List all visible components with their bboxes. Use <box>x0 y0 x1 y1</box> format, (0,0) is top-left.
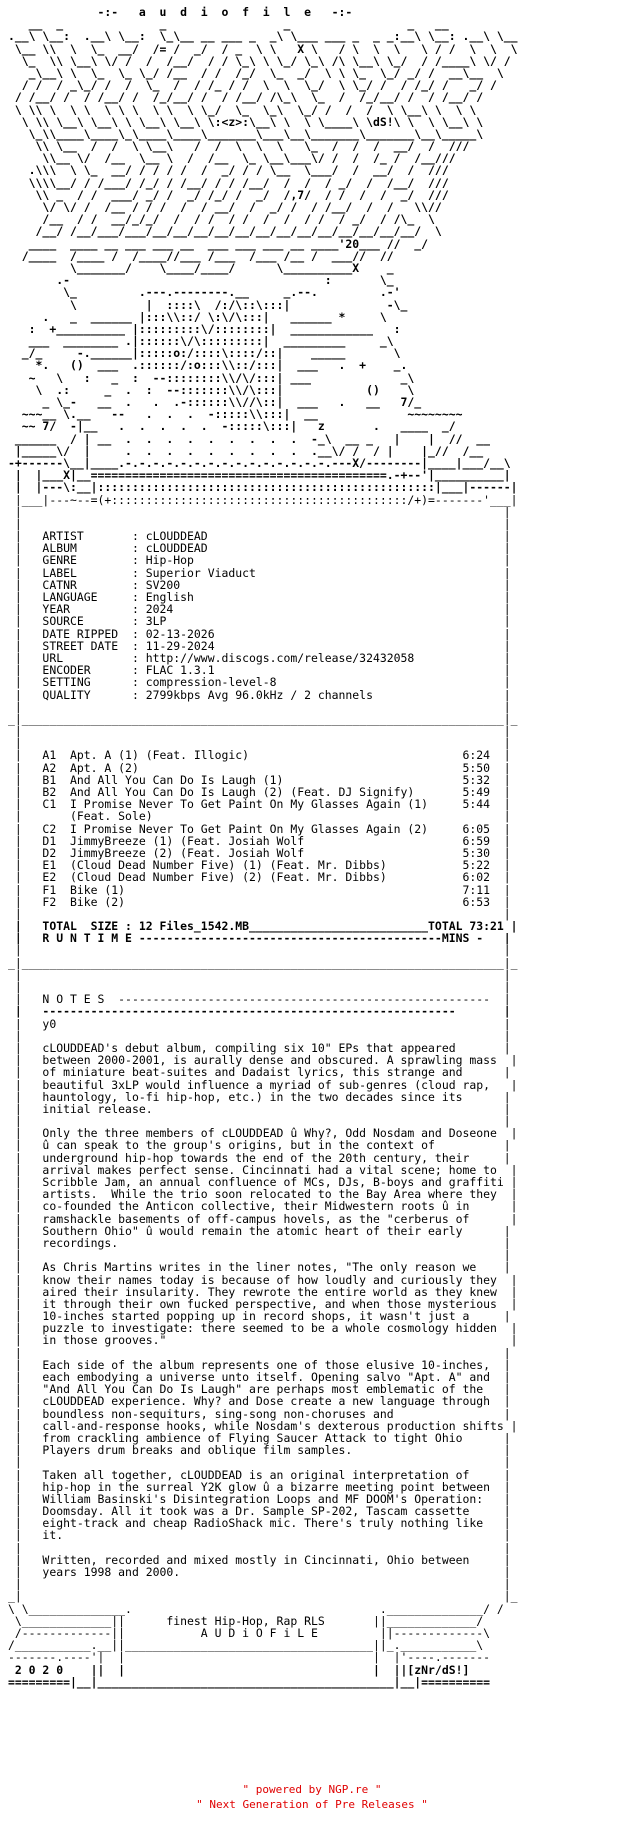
notes-line: | aired their insularity. They rewrote the entire world as they knew | <box>8 1284 518 1299</box>
notes-line: | underground hip-hop towards the end of the 20th century, their | <box>8 1150 511 1165</box>
ascii-art-line: / / / _\_/ / / \_ / / /_ / / \ \ \_/ \ \_/ / / /_/ / _/ / <box>8 78 497 93</box>
tracklist-line: | E1 (Cloud Dead Number Five) (1) (Feat. Mr. Dibbs) 5:22 | <box>8 858 511 873</box>
notes-line: | | <box>8 1345 511 1360</box>
nfo-line: | N O T E S ------------------------------------------------------ | <box>8 992 511 1007</box>
notes-line: \_____________|| finest Hip-Hop, Rap RLS ||_____________/ <box>8 1613 484 1628</box>
notes-line: | | <box>8 1577 511 1592</box>
notes-line: | it through their own fucked perspective, and when those mysterious | <box>8 1296 518 1311</box>
release-info-line: | STREET DATE : 11-29-2024 | <box>8 638 511 653</box>
notes-line: | puzzle to investigate: there seemed to be a whole cosmology hidden | <box>8 1321 518 1336</box>
ascii-art-line: -+------\__|____.-.-.-.-.-.-.-.-.-.-.-.-.-.-.-.---X/--------|____|___/__\ <box>8 455 511 470</box>
notes-line: _| |_ <box>8 1589 518 1604</box>
nfo-line: _|______________________________________________________________________|_ <box>8 955 518 970</box>
notes-line: | of miniature beat-suites and Dadaist lyrics, this strange and | <box>8 1065 511 1080</box>
ascii-art-line: | |___X|__===========================================.-+--'|__________| <box>8 468 511 483</box>
notes-line: | artists. While the trio soon relocated to the Bay Area where they | <box>8 1187 518 1202</box>
nfo-line: | | <box>8 943 511 958</box>
notes-line: | beautiful 3xLP would influence a myriad of sub-genres (cloud rap, | <box>8 1077 518 1092</box>
ascii-art-line: _\__\ \ \_ \_ \_/ /__ / / /_/ \_ _/ \ \ \_ \_/ _/ / __\__ \ <box>8 65 504 80</box>
release-info-line: | GENRE : Hip-Hop | <box>8 553 511 568</box>
notes-line: -------.----'| | | |'----.------- <box>8 1650 491 1665</box>
notes-line: | | <box>8 1248 511 1263</box>
release-info-line: | SETTING : compression-level-8 | <box>8 675 511 690</box>
tracklist-line: | TOTAL SIZE : 12 Files_1542.MB__________________________TOTAL 73:21 | <box>8 919 518 934</box>
page-footer <box>0 1782 624 1812</box>
release-info-line: | ALBUM : cLOUDDEAD | <box>8 541 511 556</box>
release-info-line: | | <box>8 516 511 531</box>
tracklist-line: | D1 JimmyBreeze (1) (Feat. Josiah Wolf 6:59 | <box>8 833 511 848</box>
notes-line: | recordings. | <box>8 1235 511 1250</box>
notes-line: | know their names today is because of how loudly and curiously they | <box>8 1272 518 1287</box>
nfo-line: | QUALITY : 2799kbps Avg 96.0kHz / 2 channels | <box>8 687 511 702</box>
release-info-line: | URL : http://www.discogs.com/release/32432058 | <box>8 650 511 665</box>
notes-line: | it. | <box>8 1528 511 1543</box>
notes-line: | Scribble Jam, an annual confluence of MCs, DJs, B-boys and graffiti | <box>8 1175 518 1189</box>
tracklist-line: | B2 And All You Can Do Is Laugh (2) (Feat. DJ Signify) 5:49 | <box>8 785 511 799</box>
tracklist-line: | F1 Bike (1) 7:11 | <box>8 882 511 897</box>
tracklist-line: | B1 And All You Can Do Is Laugh (1) 5:32 | <box>8 772 511 787</box>
nfo-document <box>8 6 616 1786</box>
notes-line: | Taken all together, cLOUDDEAD is an original interpretation of | <box>8 1467 511 1482</box>
ascii-art-line: ____ ____ __ ___ ___ __ ___ ___ ___ __ ____'20___ // _/ <box>8 236 429 251</box>
release-info-line: | YEAR : 2024 | <box>8 602 511 617</box>
notes-line: | hip-hop in the surreal Y2K glow û a bizarre meeting point between | <box>8 1479 511 1494</box>
nfo-footer-art-line: =========|__|___________________________________________|__|========== <box>8 1674 491 1689</box>
notes-line: \ \______________. .______________/ / <box>8 1601 504 1616</box>
notes-line: | boundless non-sequiturs, sing-song non-choruses and | <box>8 1406 511 1421</box>
notes-line: | ramshackle basements of off-campus hovels, as the "cerberus of | <box>8 1211 518 1226</box>
ascii-art-line: *. () ___ .::::::/:o:::\\::/:::| ___ . + _. <box>8 358 408 373</box>
ascii-art-line: \ \\ \ \ \ \ \ \ \ \ \ \_/ \_ \_\ \_/ / / / \ \__\ \ \ \ <box>8 102 477 117</box>
ascii-art-line: ___ ________ .|::::::\/\:::::::::| _________ _\ <box>8 334 394 349</box>
release-info-line: | DATE RIPPED : 02-13-2026 | <box>8 626 511 641</box>
ascii-art-line: \\\\__/ / /___/ /_/ / /__/ / / /__/ / / / _/ / /__/ /// <box>8 175 449 190</box>
ascii-art-line: \_\\____\____\_\____\____\_______\___\__\_______\_______\__\_____\ <box>8 126 484 141</box>
tracklist-line: | | <box>8 906 511 921</box>
ascii-art-line: .- : \_ <box>8 273 394 288</box>
release-info-line: | CATNR : SV200 | <box>8 577 511 592</box>
tracklist-line: | A2 Apt. A (2) 5:50 | <box>8 760 511 775</box>
ascii-art-line: \_ \\ \__\ \/ / / /__/ / / \_\ \ \_/ \_\ /\ \__\ \_/ / /____\ \/ / <box>8 53 511 68</box>
notes-line: | Written, recorded and mixed mostly in Cincinnati, Ohio between | <box>8 1552 511 1567</box>
notes-line: | Players drum breaks and oblique film samples. | <box>8 1443 511 1458</box>
tracklist-line: | A1 Apt. A (1) (Feat. Illogic) 6:24 | <box>8 748 511 763</box>
ascii-art-line: /____ /____ / /____//___ /___ /___ /__ / ___// // <box>8 248 394 263</box>
notes-line: /___________.__||____________________________________||_.___________\ <box>8 1638 484 1653</box>
ascii-art-line: \\__ \/ /__ \__ \ / /__ \_ \__\___\/ / / /_ / /__/// <box>8 151 456 166</box>
release-info-line: | SOURCE : 3LP | <box>8 614 511 629</box>
notes-line: | years 1998 and 2000. | <box>8 1565 511 1579</box>
ascii-art-line: \\ _ / / ___/ _/ / _/ /_/ / _/ /,7/ / / / / _/ /// <box>8 187 449 202</box>
ascii-art-line: ~~ 7/ -|__ . . . . . -:::::\:::| z . ____ _/ <box>8 419 456 434</box>
ascii-art-line: /__/ /__/___/___/__/__/__/__/__/__/__/__/__/__/__/__/__/ \ <box>8 224 442 239</box>
release-info-line: | LABEL : Superior Viaduct | <box>8 565 511 580</box>
ascii-art-line: \/ \/ / /__ / / / / / __/ / _/ / / /__/ / / \\// <box>8 200 442 214</box>
notes-line: | "And All You Can Do Is Laugh" are perhaps most emblematic of the | <box>8 1382 511 1397</box>
notes-line: | Only the three members of cLOUDDEAD û Why?, Odd Nosdam and Doseone | <box>8 1126 518 1141</box>
nfo-line: | | <box>8 967 511 982</box>
ascii-art-line: . _ ______ |:::\\::/ \:\/\:::| ______ * \ <box>8 309 387 324</box>
ascii-art-line: |_____\/ | . . . . . . . . . .__\/ / / | |_// /__ <box>8 443 484 458</box>
notes-line: | each embodying a universe unto itself. Opening salvo "Apt. A" and | <box>8 1370 511 1384</box>
notes-line: | 10-inches started popping up in record shops, it wasn't just a | <box>8 1309 511 1324</box>
tracklist-line: | | <box>8 736 511 751</box>
notes-line: | | <box>8 1540 511 1555</box>
nfo-line: | | <box>8 724 511 739</box>
ascii-art-line: \\ \__ / / \ \__\ / / \ \ \ \_ / / / __/ / /// <box>8 139 470 154</box>
tracklist-line: | E2 (Cloud Dead Number Five) (2) (Feat. Mr. Dibbs) 6:02 | <box>8 870 511 885</box>
notes-line: | in those grooves." | <box>8 1333 518 1348</box>
release-info-line: | ENCODER : FLAC 1.3.1 | <box>8 663 511 678</box>
ascii-art-line: .\\\ \ \_ __/ / / / / / _/ / / \__ \___/ / __/ / /// <box>8 163 449 178</box>
ascii-art-line: \_ .---.--------.__ _.--. .-' <box>8 285 401 300</box>
ascii-art-line: ______ / | __ . . . . . . . . . -_\ __ _ | | // __ <box>8 431 491 446</box>
nfo-line: | | <box>8 504 511 519</box>
ascii-art-line: _/_ -.______|:::::o:/::::\::::/::| _____ \ <box>8 346 401 361</box>
notes-line: | call-and-response hooks, while Nosdam's dexterous production shifts | <box>8 1418 518 1433</box>
tagline-line: " Next Generation of Pre Releases " <box>196 1798 428 1811</box>
notes-line: | | <box>8 1114 511 1129</box>
nfo-line: | | <box>8 980 511 994</box>
notes-line: | initial release. | <box>8 1101 511 1116</box>
notes-line: | co-founded the Anticon collective, their Midwestern roots û in | <box>8 1199 518 1214</box>
notes-line: | û can speak to the group's origins, but in the context of | <box>8 1138 511 1153</box>
ascii-art-line: __ _ _ _ _ __ <box>8 17 449 32</box>
notes-line: | ------------------------------------------------------------ | <box>8 1004 511 1019</box>
notes-line: | Each side of the album represents one of those elusive 10-inches, | <box>8 1357 511 1372</box>
ascii-art-line: \ \\ \__\ \__\ \ \__\ \__\ \:<z>:\__\ \ \ \____\ \dS!\ \ \ \__\ \ <box>8 114 484 129</box>
ascii-art-line: .__\ \__: .__\ \__: \_\__ __ ___ _ _\ \___ ___ _ _ _:__\ \__: .__\ \__ <box>8 29 518 44</box>
notes-line: | between 2000-2001, is aurally dense and obscured. A sprawling mass | <box>8 1053 518 1068</box>
notes-line: | hauntology, lo-fi hip-hop, etc.) in the two decades since its | <box>8 1089 511 1104</box>
notes-line: | eight-track and cheap RadioShack mic. There's truly nothing like | <box>8 1516 511 1531</box>
tracklist-line: | R U N T I M E --------------------------------------------MINS - | <box>8 931 511 946</box>
ascii-art-line: \ .: _ . : --:::::::\\/\:::| () \ <box>8 382 415 397</box>
tracklist-line: | D2 JimmyBreeze (2) (Feat. Josiah Wolf 5:30 | <box>8 845 511 860</box>
notes-line: | cLOUDDEAD experience. Why? and Dose create a new language through | <box>8 1394 511 1409</box>
ascii-art-line: / /__/ / / /__/ / /_/__/ / / /__/ /\_\ \_ / /_/__/ / / /__/ / <box>8 90 484 105</box>
ascii-art-line: \_______/ \____/____/ \__________X _ <box>8 260 394 275</box>
ascii-art-line: \__ \\ \ \_ __/ /= / _/ / _ \ \ X \ / \ \ \ \ / / \ \ \ <box>8 41 518 56</box>
nfo-line: | | <box>8 699 511 714</box>
notes-line: | As Chris Martins writes in the liner notes, "The only reason we | <box>8 1260 511 1275</box>
notes-line: | Southern Ohio" û would remain the atomic heart of their early | <box>8 1223 511 1238</box>
notes-line: /-------------|| A U D i O F i L E ||-------------\ <box>8 1625 491 1640</box>
release-info-line: | LANGUAGE : English | <box>8 590 511 604</box>
notes-line: | | <box>8 1455 511 1470</box>
tracklist-line: | F2 Bike (2) 6:53 | <box>8 894 511 909</box>
ascii-art-line: \ | ::::\ /:/\::\:::| -\_ <box>8 297 408 312</box>
release-info-line: | ARTIST : cLOUDDEAD | <box>8 529 511 544</box>
nfo-line: _|______________________________________________________________________|_ <box>8 711 518 726</box>
ascii-art-line: -:- a u d i o f i l e -:- <box>8 6 353 19</box>
ascii-art-line: ~ \ : _ : --::::::::\\/\/:::| ___ _\ <box>8 370 415 385</box>
ascii-art-line: _ \_- __ . . .-::::::\\//\::| ___ . __ 7/_ <box>8 395 422 409</box>
notes-line: | y0 | <box>8 1016 511 1031</box>
notes-line: | Doomsday. All it took was a Dr. Sample SP-202, Tascam cassette | <box>8 1504 511 1519</box>
ascii-art-line: | |---\:__|:::::::::::::::::::::::::::::::::::::::::::::::::|___|------| <box>8 480 518 495</box>
nfo-footer-art-line: 2 0 2 0 || | | ||[zNr/dS!] <box>8 1662 470 1677</box>
ascii-art-line: ~~~__ \.__ -- . . . -:::::\\:::| __ ~~~~~~~~ <box>8 407 463 422</box>
notes-line: | William Basinski's Disintegration Loops and MF DOOM's Operation: | <box>8 1491 511 1506</box>
notes-line: | from crackling ambience of Flying Saucer Attack to tight Ohio | <box>8 1430 511 1445</box>
ascii-art-line: : +__________ |:::::::::\/::::::::| ____________ : <box>8 321 401 336</box>
notes-line: | cLOUDDEAD's debut album, compiling six 10" EPs that appeared | <box>8 1040 511 1055</box>
nfo-line: |___|---~--=(+:::::::::::::::::::::::::::::::::::::::::::/+)=-------'___| <box>8 492 518 507</box>
notes-line: | arrival makes perfect sense. Cincinnati had a vital scene; home to | <box>8 1162 518 1177</box>
powered-by-line: " powered by NGP.re " <box>242 1783 382 1796</box>
ascii-art-line: /__ / / __/_/_/ / / / / / / / / / / _/ / /\_ \ <box>8 212 435 227</box>
notes-line: | | <box>8 1028 511 1043</box>
tracklist-line: | (Feat. Sole) | <box>8 809 511 824</box>
tracklist-line: | C2 I Promise Never To Get Paint On My Glasses Again (2) 6:05 | <box>8 821 511 836</box>
tracklist-line: | C1 I Promise Never To Get Paint On My Glasses Again (1) 5:44 | <box>8 797 511 812</box>
